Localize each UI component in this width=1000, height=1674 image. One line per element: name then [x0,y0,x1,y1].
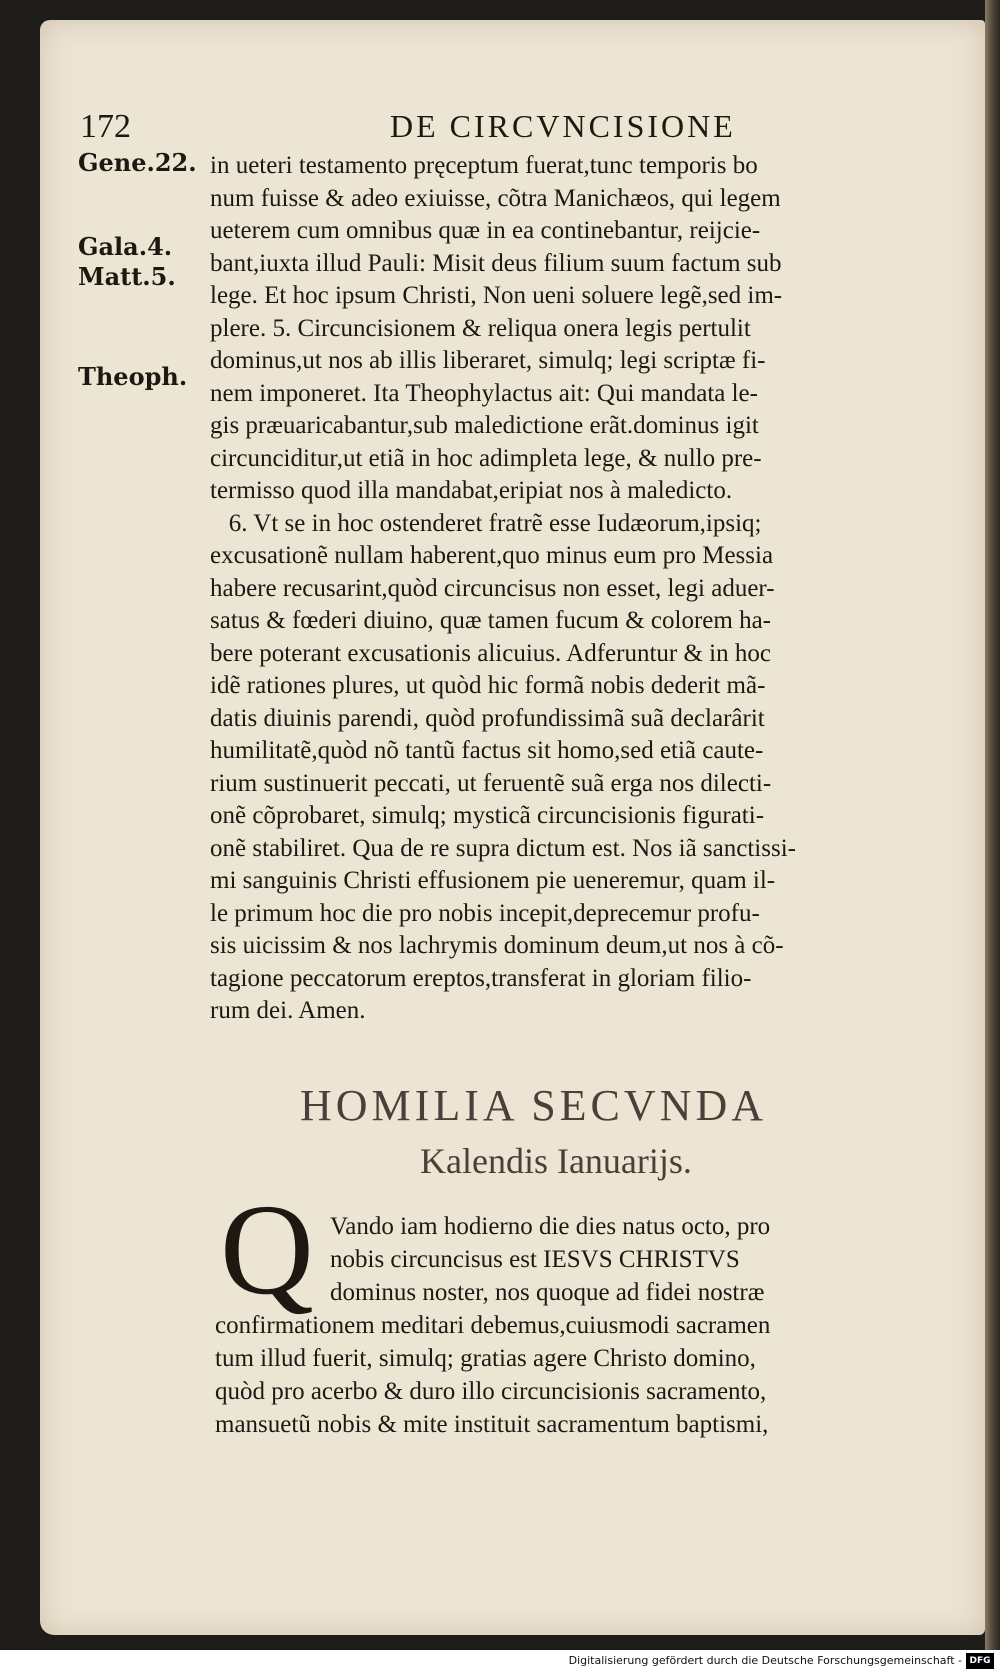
dfg-logo: DFG [966,1653,994,1669]
digitization-credit: Digitalisierung gefördert durch die Deutsche Forschungsgemeinschaft - [568,1654,962,1667]
homily-text-block [215,1210,975,1441]
main-text-block [210,150,970,1028]
margin-note-theophylact: Theoph. [78,362,188,391]
text-line: sis uicissim & nos lachrymis dominum deum,ut nos à cõ- [210,932,784,959]
text-line: datis diuinis parendi, quòd profundissimã suã declarârit [210,704,765,732]
text-line: quòd pro acerbo & duro illo circuncisionis sacramento, [215,1378,767,1405]
homily-subtitle: Kalendis Ianuarijs. [420,1141,692,1181]
running-head [80,108,960,148]
text-line: onẽ stabiliret. Qua de re supra dictum est. Nos iã sanctissi- [210,834,796,862]
text-line: onẽ cõprobaret, simulq; mysticã circuncisionis figurati- [210,802,765,829]
text-line: humilitatẽ,quòd nõ tantũ factus sit homo,sed etiã caute- [210,737,764,764]
text-line: termisso quod illa mandabat,eripiat nos à maledicto. [210,477,733,504]
text-line: le primum hoc die pro nobis incepit,deprecemur profu- [210,899,760,927]
text-line: idẽ rationes plures, ut quòd hic formã nobis dederit mã- [210,672,766,699]
text-line: excusationẽ nullam haberent,quo minus eum pro Messia [210,542,774,569]
text-line: habere recusarint,quòd circuncisus non esset, legi aduer- [210,574,775,602]
text-line: lege. Et hoc ipsum Christi, Non ueni soluere legẽ,sed im- [210,282,783,309]
text-line: mansuetũ nobis & mite instituit sacramentum baptismi, [215,1411,769,1438]
text-line: dominus,ut nos ab illis liberaret, simulq; legi scriptæ fi- [210,347,766,374]
text-line: dominus noster, nos quoque ad fidei nostræ [330,1279,765,1306]
text-line: gis præuaricabantur,sub maledictione erãt.dominus igit [210,412,759,439]
margin-note-galatians: Gala.4. [78,232,173,261]
text-line: confirmationem meditari debemus,cuiusmodi sacramen [215,1312,771,1339]
drop-cap: Q [220,1178,314,1322]
text-line: ueterem cum omnibus quæ in ea continebantur, reijcie- [210,217,761,244]
text-line: bere poterant excusationis alicuius. Adferuntur & in hoc [210,639,771,667]
margin-note-genesis: Gene.22. [78,148,197,177]
text-line: circunciditur,ut etiã in hoc adimpleta lege, & nullo pre- [210,444,762,472]
page-number: 172 [80,108,131,145]
text-line: num fuisse & adeo exiuisse, cõtra Manichæos, qui legem [210,184,781,212]
text-line: tagione peccatorum ereptos,transferat in gloriam filio- [210,964,752,992]
text-line: rum dei. Amen. [210,997,366,1024]
homily-title: HOMILIA SECVNDA [300,1081,767,1130]
text-line: bant,iuxta illud Pauli: Misit deus filium suum factum sub [210,249,782,277]
text-line: nem imponeret. Ita Theophylactus ait: Qui mandata le- [210,379,758,407]
text-line: satus & fœderi diuino, quæ tamen fucum & colorem ha- [210,607,771,634]
text-line: 6. Vt se in hoc ostenderet fratrẽ esse Iudæorum,ipsiq; [210,509,762,537]
page-edge [985,0,1000,1650]
text-line: tum illud fuerit, simulq; gratias agere Christo domino, [215,1345,756,1372]
text-line: nobis circuncisus est IESVS CHRISTVS [330,1246,740,1273]
text-line: rium sustinuerit peccati, ut feruentẽ suã erga nos dilecti- [210,769,772,797]
margin-note-matthew: Matt.5. [78,262,176,291]
text-line: Vando iam hodierno die dies natus octo, pro [330,1213,771,1240]
text-line: plere. 5. Circuncisionem & reliqua onera legis pertulit [210,314,751,342]
text-line: in ueteri testamento pręceptum fuerat,tunc temporis bo [210,152,758,179]
running-title: DE CIRCVNCISIONE [390,108,736,144]
text-line: mi sanguinis Christi effusionem pie ueneremur, quam il- [210,867,776,894]
